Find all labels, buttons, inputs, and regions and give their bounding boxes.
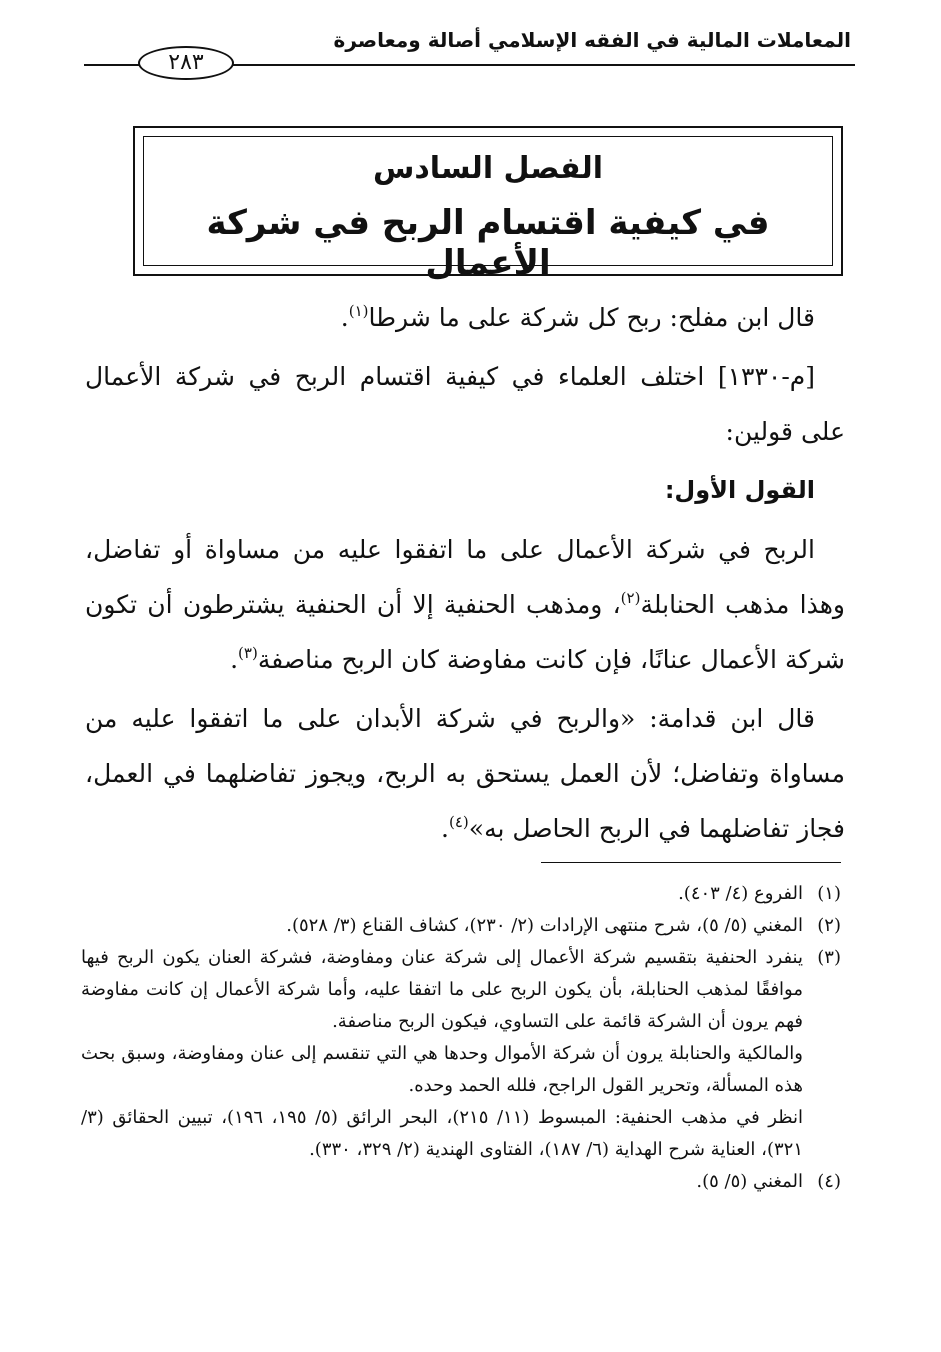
body-text: [85, 290, 845, 856]
footnote-line: ينفرد الحنفية بتقسيم شركة الأعمال إلى شركة عنان ومفاوضة، فشركة العنان يكون الربح فيها موافقًا لمذهب الحنابلة، بأن يكون الربح على ما اتفقا عليه، وأما شركة الأعمال إن كانت مفاوضة فهم يرون أن الشركة قائمة على التساوي، فيكون الربح مناصفة.: [81, 947, 803, 1032]
footnote-line: المغني (٥/ ٥).: [696, 1171, 803, 1192]
footnote-text: [81, 942, 803, 1166]
footnote-number: (١): [817, 883, 841, 904]
footnote-text: [81, 910, 803, 942]
footnote-separator: [541, 862, 841, 863]
paragraph-text: ، ومذهب الحنفية إلا أن الحنفية يشترطون أن تكون شركة الأعمال عنانًا، فإن كانت مفاوضة كان الربح مناصفة: [85, 590, 845, 674]
paragraph-issue-intro: [85, 349, 845, 459]
footnote-line: والمالكية والحنابلة يرون أن شركة الأموال وحدها هي التي تنقسم إلى عنان ومفاوضة، وسبق بحث هذه المسألة، وتحرير القول الراجح، فلله الحمد وحده.: [81, 1043, 803, 1096]
footnote-ref-4[interactable]: (٤): [449, 813, 469, 831]
paragraph-text: الربح في شركة الأعمال على ما اتفقوا عليه من مساواة أو تفاضل، وهذا مذهب الحنابلة: [85, 535, 845, 619]
page-number: ٢٨٣: [138, 46, 234, 80]
footnote-ref-3[interactable]: (٣): [238, 644, 258, 662]
chapter-title-box: [133, 126, 843, 283]
running-header-title: المعاملات المالية في الفقه الإسلامي أصالة ومعاصرة: [333, 28, 851, 52]
paragraph-end: .: [441, 814, 449, 843]
footnote-3: [81, 942, 841, 1166]
footnote-ref-1[interactable]: (١): [348, 302, 369, 320]
paragraph-first-opinion: [85, 522, 845, 687]
chapter-label: الفصل السادس: [372, 151, 604, 186]
footnote-line: الفروع (٤/ ٤٠٣).: [678, 883, 803, 904]
footnote-number: (٢): [817, 915, 841, 936]
footnote-number: (٤): [817, 1171, 841, 1192]
paragraph-end: .: [340, 303, 349, 332]
footnote-ref-2[interactable]: (٢): [620, 589, 641, 607]
paragraph-text: قال ابن قدامة: «والربح في شركة الأبدان على ما اتفقوا عليه من مساواة وتفاضل؛ لأن العمل يستحق به الربح، ويجوز تفاضلهما في العمل، فجاز تفاضلهما في الربح الحاصل به»: [85, 704, 845, 843]
paragraph-ibn-qudama-quote: [85, 691, 845, 856]
paragraph-text: [م-١٣٣٠] اختلف العلماء في كيفية اقتسام الربح في شركة الأعمال على قولين:: [85, 362, 845, 446]
footnote-line: انظر في مذهب الحنفية: المبسوط (١١/ ٢١٥)، البحر الرائق (٥/ ١٩٥، ١٩٦)، تبيين الحقائق (٣/ ٣٢١)، العناية شرح الهداية (٦/ ١٨٧)، الفتاوى الهندية (٢/ ٣٢٩، ٣٣٠).: [81, 1107, 803, 1160]
paragraph-text: قال ابن مفلح: ربح كل شركة على ما شرطا: [368, 303, 815, 332]
footnotes: [81, 878, 841, 1198]
footnote-text: [81, 878, 803, 910]
section-heading-first-opinion: القول الأول:: [664, 476, 815, 504]
footnote-1: [81, 878, 841, 910]
footnote-4: [81, 1166, 841, 1198]
chapter-title-inner-frame: [143, 136, 833, 283]
footnote-number: (٣): [817, 947, 841, 968]
paragraph-ibn-muflih: [85, 290, 845, 345]
footnote-text: [81, 1166, 803, 1198]
footnote-line: المغني (٥/ ٥)، شرح منتهى الإرادات (٢/ ٢٣٠)، كشاف القناع (٣/ ٥٢٨).: [286, 915, 803, 936]
paragraph-end: .: [230, 645, 239, 674]
chapter-title: في كيفية اقتسام الربح في شركة الأعمال: [206, 203, 770, 283]
footnote-2: [81, 910, 841, 942]
